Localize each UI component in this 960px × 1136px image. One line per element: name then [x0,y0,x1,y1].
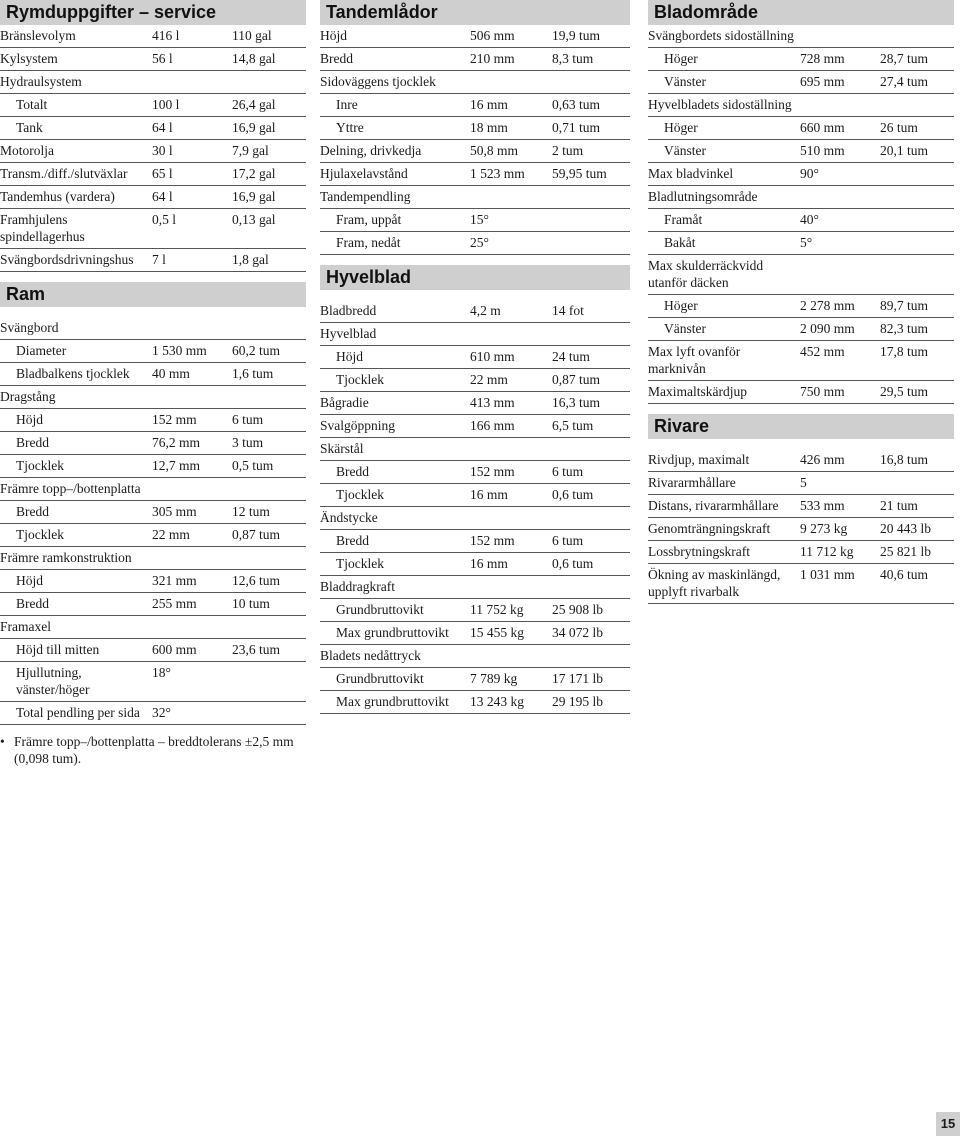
row-label: Vänster [664,321,706,336]
row-label: Bredd [16,596,49,611]
row-value-imperial: 20,1 tum [880,143,929,158]
row-label: Genomträngningskraft [648,521,771,536]
table-row [648,186,954,209]
row-value-imperial: 3 tum [232,435,264,450]
row-label: Bladlutningsområde [648,189,758,204]
row-value-metric: 305 mm [152,504,197,519]
section-title-tandem: Tandemlådor [320,0,630,25]
row-value-metric: 15 455 kg [470,625,524,640]
table-row [320,163,630,186]
table-row [0,593,306,616]
footnote [0,733,306,767]
row-value-metric: 11 712 kg [800,544,854,559]
row-label: Vänster [664,74,706,89]
row-value-metric: 7 789 kg [470,671,518,686]
table-row [648,449,954,472]
table-row [320,553,630,576]
row-value-metric: 13 243 kg [470,694,524,709]
row-label: Tandempendling [320,189,411,204]
row-value-metric: 210 mm [470,51,515,66]
row-label: Delning, drivkedja [320,143,422,158]
table-row [648,163,954,186]
row-value-imperial: 29,5 tum [880,384,929,399]
row-value-metric: 0,5 l [152,212,177,227]
row-value-metric: 152 mm [470,464,515,479]
row-value-metric: 7 l [152,252,166,267]
row-value-metric: 452 mm [800,344,845,359]
row-label: Distans, rivararmhållare [648,498,779,513]
row-value-metric: 18 mm [470,120,508,135]
row-value-metric: 11 752 kg [470,602,524,617]
row-value-metric: 413 mm [470,395,515,410]
table-row [0,340,306,363]
section-title-blade: Hyvelblad [320,265,630,290]
table-row [648,117,954,140]
row-label: Ändstycke [320,510,378,525]
row-value-metric: 90° [800,166,819,181]
row-label: Dragstång [0,389,56,404]
table-row [0,25,306,48]
row-value-imperial: 7,9 gal [232,143,269,158]
row-value-metric: 255 mm [152,596,197,611]
row-value-metric: 22 mm [470,372,508,387]
row-value-imperial: 17,2 gal [232,166,276,181]
table-row [320,300,630,323]
tandem-table [320,25,630,255]
row-value-imperial: 0,5 tum [232,458,274,473]
row-label: Främre ramkonstruktion [0,550,132,565]
row-label: Bladdragkraft [320,579,395,594]
table-row [320,186,630,209]
row-label: Bränslevolym [0,28,76,43]
row-label: Tjocklek [336,372,384,387]
row-label: Framhjulens spindellagerhus [0,212,85,244]
row-label: Rivdjup, maximalt [648,452,750,467]
row-value-imperial: 21 tum [880,498,918,513]
row-label: Max grundbruttovikt [336,694,449,709]
row-value-imperial: 16,8 tum [880,452,929,467]
table-row [648,318,954,341]
row-value-metric: 100 l [152,97,180,112]
table-row [648,25,954,48]
row-value-imperial: 27,4 tum [880,74,929,89]
row-value-imperial: 6,5 tum [552,418,594,433]
table-row [0,117,306,140]
row-label: Tank [16,120,43,135]
row-value-metric: 728 mm [800,51,845,66]
row-value-metric: 1 530 mm [152,343,207,358]
row-value-imperial: 40,6 tum [880,567,929,582]
row-label: Max bladvinkel [648,166,734,181]
table-row [648,518,954,541]
row-value-metric: 25° [470,235,489,250]
column-tandem [320,0,630,714]
row-value-metric: 695 mm [800,74,845,89]
table-row [648,48,954,71]
row-value-imperial: 26,4 gal [232,97,276,112]
row-label: Bladbredd [320,303,377,318]
table-row [648,295,954,318]
row-value-metric: 32° [152,705,171,720]
row-value-metric: 5° [800,235,813,250]
row-label: Totalt [16,97,48,112]
row-value-imperial: 2 tum [552,143,584,158]
row-value-imperial: 16,9 gal [232,120,276,135]
table-row [320,507,630,530]
row-label: Tjocklek [16,458,64,473]
section-title-service: Rymduppgifter – service [0,0,306,25]
row-label: Skärstål [320,441,364,456]
row-value-imperial: 0,6 tum [552,487,594,502]
table-row [320,117,630,140]
row-value-metric: 16 mm [470,487,508,502]
row-label: Lossbrytningskraft [648,544,750,559]
table-row [0,501,306,524]
row-label: Tandemhus (vardera) [0,189,115,204]
row-value-imperial: 0,87 tum [232,527,281,542]
table-row [320,484,630,507]
row-value-imperial: 29 195 lb [552,694,604,709]
row-label: Tjocklek [336,487,384,502]
row-value-metric: 1 031 mm [800,567,855,582]
row-label: Främre topp–/bottenplatta [0,481,141,496]
row-label: Höger [664,120,698,135]
row-value-metric: 2 090 mm [800,321,855,336]
table-row [320,599,630,622]
row-label: Sidoväggens tjocklek [320,74,436,89]
row-value-metric: 50,8 mm [470,143,519,158]
frame-table [0,317,306,725]
row-value-metric: 152 mm [470,533,515,548]
row-label: Grundbruttovikt [336,671,424,686]
row-value-imperial: 0,87 tum [552,372,601,387]
row-value-imperial: 26 tum [880,120,918,135]
table-row [648,564,954,604]
row-value-metric: 12,7 mm [152,458,201,473]
row-label: Bredd [336,464,369,479]
row-value-imperial: 10 tum [232,596,270,611]
row-value-imperial: 14 fot [552,303,584,318]
row-label: Bredd [320,51,353,66]
row-label: Bladbalkens tjocklek [16,366,130,381]
table-row [0,455,306,478]
row-label: Kylsystem [0,51,58,66]
row-label: Höjd till mitten [16,642,100,657]
row-value-metric: 22 mm [152,527,190,542]
row-value-metric: 5 [800,475,807,490]
row-label: Framaxel [0,619,51,634]
row-value-imperial: 12 tum [232,504,270,519]
row-value-imperial: 0,63 tum [552,97,601,112]
table-row [320,323,630,346]
row-value-metric: 76,2 mm [152,435,201,450]
row-label: Maximaltskärdjup [648,384,747,399]
table-row [320,25,630,48]
row-value-metric: 9 273 kg [800,521,848,536]
table-row [320,576,630,599]
row-value-metric: 660 mm [800,120,845,135]
row-label: Diameter [16,343,67,358]
table-row [648,495,954,518]
service-table [0,25,306,272]
row-value-imperial: 19,9 tum [552,28,601,43]
table-row [320,369,630,392]
table-row [0,94,306,117]
row-value-metric: 30 l [152,143,173,158]
row-value-metric: 1 523 mm [470,166,525,181]
table-row [320,94,630,117]
row-value-imperial: 1,8 gal [232,252,269,267]
table-row [648,341,954,381]
row-label: Hjullutning, vänster/höger [16,665,90,697]
table-row [0,478,306,501]
row-label: Bladets nedåttryck [320,648,421,663]
row-value-imperial: 82,3 tum [880,321,929,336]
row-label: Höger [664,298,698,313]
table-row [648,472,954,495]
row-label: Total pendling per sida [16,705,140,720]
table-row [0,209,306,249]
table-row [0,48,306,71]
table-row [0,386,306,409]
row-value-metric: 426 mm [800,452,845,467]
table-row [320,209,630,232]
table-row [320,48,630,71]
row-value-imperial: 0,71 tum [552,120,601,135]
row-label: Svalgöppning [320,418,396,433]
table-row [648,94,954,117]
row-value-imperial: 28,7 tum [880,51,929,66]
table-row [0,432,306,455]
table-row [320,232,630,255]
row-value-metric: 2 278 mm [800,298,855,313]
table-row [320,691,630,714]
row-label: Höjd [336,349,363,364]
table-row [320,140,630,163]
row-value-metric: 4,2 m [470,303,501,318]
table-row [0,547,306,570]
row-value-metric: 506 mm [470,28,515,43]
row-value-metric: 56 l [152,51,173,66]
row-value-metric: 416 l [152,28,180,43]
table-row [648,255,954,295]
row-label: Ökning av maskinlängd, upplyft rivarbalk [648,567,781,599]
table-row [0,570,306,593]
row-value-metric: 15° [470,212,489,227]
table-row [320,668,630,691]
row-value-imperial: 25 821 lb [880,544,932,559]
row-value-metric: 40° [800,212,819,227]
row-label: Svängbordsdrivningshus [0,252,134,267]
row-label: Höger [664,51,698,66]
table-row [0,249,306,272]
row-label: Tjocklek [16,527,64,542]
row-label: Hyvelbladets sidoställning [648,97,792,112]
table-row [0,71,306,94]
row-label: Yttre [336,120,364,135]
page-number: 15 [936,1112,960,1136]
row-value-imperial: 16,3 tum [552,395,601,410]
table-row [0,702,306,725]
table-row [0,363,306,386]
row-value-metric: 16 mm [470,556,508,571]
column-service-capacities [0,0,306,767]
section-title-ripper: Rivare [648,414,954,439]
blade-table [320,300,630,714]
row-value-imperial: 23,6 tum [232,642,281,657]
row-value-imperial: 17 171 lb [552,671,604,686]
row-label: Bågradie [320,395,369,410]
row-label: Hyvelblad [320,326,377,341]
table-row [648,541,954,564]
section-title-blade-range: Bladområde [648,0,954,25]
row-value-imperial: 6 tum [232,412,264,427]
row-label: Fram, uppåt [336,212,402,227]
row-value-metric: 750 mm [800,384,845,399]
table-row [648,209,954,232]
table-row [0,186,306,209]
table-row [0,639,306,662]
row-value-imperial: 24 tum [552,349,590,364]
table-row [648,140,954,163]
table-row [320,415,630,438]
row-label: Transm./diff./slutväxlar [0,166,128,181]
row-value-metric: 321 mm [152,573,197,588]
row-value-metric: 18° [152,665,171,680]
row-value-metric: 610 mm [470,349,515,364]
row-label: Bakåt [664,235,696,250]
row-value-metric: 64 l [152,120,173,135]
row-label: Svängbordets sidoställning [648,28,794,43]
row-value-imperial: 25 908 lb [552,602,604,617]
row-value-imperial: 1,6 tum [232,366,274,381]
table-row [320,438,630,461]
table-row [320,392,630,415]
table-row [648,381,954,404]
row-value-imperial: 6 tum [552,533,584,548]
row-value-imperial: 0,13 gal [232,212,276,227]
table-row [0,317,306,340]
row-value-metric: 152 mm [152,412,197,427]
row-value-imperial: 89,7 tum [880,298,929,313]
row-label: Tjocklek [336,556,384,571]
row-label: Grundbruttovikt [336,602,424,617]
row-value-imperial: 60,2 tum [232,343,281,358]
row-label: Bredd [16,504,49,519]
row-label: Inre [336,97,358,112]
row-value-imperial: 34 072 lb [552,625,604,640]
row-value-imperial: 14,8 gal [232,51,276,66]
row-label: Höjd [16,412,43,427]
table-row [0,524,306,547]
column-blade-range [648,0,954,604]
row-value-metric: 64 l [152,189,173,204]
row-value-metric: 533 mm [800,498,845,513]
table-row [320,346,630,369]
table-row [0,616,306,639]
table-row [648,71,954,94]
row-value-metric: 16 mm [470,97,508,112]
row-value-imperial: 59,95 tum [552,166,607,181]
table-row [320,71,630,94]
row-value-imperial: 16,9 gal [232,189,276,204]
table-row [0,662,306,702]
table-row [320,530,630,553]
row-value-metric: 166 mm [470,418,515,433]
row-label: Höjd [320,28,347,43]
table-row [648,232,954,255]
row-value-metric: 40 mm [152,366,190,381]
row-value-imperial: 20 443 lb [880,521,932,536]
row-value-metric: 510 mm [800,143,845,158]
row-label: Max skulderräckvidd utanför däcken [648,258,764,290]
row-value-imperial: 110 gal [232,28,272,43]
row-label: Fram, nedåt [336,235,401,250]
bullet-icon: • [0,734,5,749]
row-label: Framåt [664,212,703,227]
row-label: Rivararmhållare [648,475,736,490]
table-row [320,461,630,484]
row-label: Höjd [16,573,43,588]
table-row [320,645,630,668]
ripper-table [648,449,954,604]
section-title-frame: Ram [0,282,306,307]
row-value-imperial: 12,6 tum [232,573,281,588]
table-row [0,140,306,163]
row-value-imperial: 6 tum [552,464,584,479]
row-label: Bredd [336,533,369,548]
table-row [0,409,306,432]
row-value-imperial: 8,3 tum [552,51,594,66]
table-row [320,622,630,645]
row-value-imperial: 17,8 tum [880,344,929,359]
row-label: Bredd [16,435,49,450]
row-label: Max lyft ovanför marknivån [648,344,741,376]
row-label: Max grundbruttovikt [336,625,449,640]
row-value-metric: 65 l [152,166,173,181]
row-label: Vänster [664,143,706,158]
row-label: Svängbord [0,320,59,335]
table-row [0,163,306,186]
row-label: Hjulaxelavstånd [320,166,408,181]
footnote-text: Främre topp–/bottenplatta – breddtolerans ±2,5 mm (0,098 tum). [14,734,294,766]
row-value-metric: 600 mm [152,642,197,657]
row-label: Hydraulsystem [0,74,82,89]
blade-range-table [648,25,954,404]
row-label: Motorolja [0,143,54,158]
row-value-imperial: 0,6 tum [552,556,594,571]
